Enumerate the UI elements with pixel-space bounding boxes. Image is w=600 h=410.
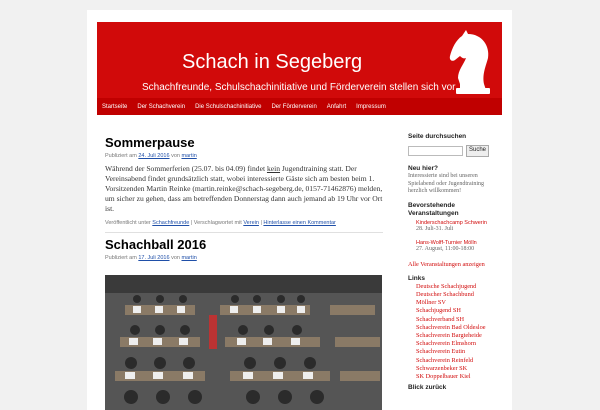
nav-item-impressum[interactable]: Impressum xyxy=(356,103,386,110)
post-meta xyxy=(105,255,383,261)
new-here-heading: Neu hier? xyxy=(408,165,438,172)
all-events-link[interactable]: Alle Veranstaltungen anzeigen xyxy=(408,260,485,268)
page xyxy=(87,10,512,410)
event-link[interactable]: Kinderschachcamp Schwerin xyxy=(416,219,487,226)
post-title[interactable]: Sommerpause xyxy=(105,135,195,150)
post-sommerpause xyxy=(105,135,383,233)
footer-prefix: Veröffentlicht unter xyxy=(105,220,151,226)
post-meta xyxy=(105,153,383,159)
schachball-photo[interactable] xyxy=(105,275,382,410)
event-link[interactable]: Hans-Wolff-Turnier Mölln xyxy=(416,240,477,246)
post-date-link[interactable]: 24. Juli 2016 xyxy=(138,153,170,159)
photo-illustration xyxy=(105,275,382,410)
meta-by: von xyxy=(171,153,180,159)
meta-by: von xyxy=(171,255,180,261)
comment-link[interactable]: Hinterlasse einen Kommentar xyxy=(263,220,336,226)
main-nav xyxy=(97,98,502,115)
search-input[interactable] xyxy=(408,146,463,156)
meta-prefix: Publiziert am xyxy=(105,255,137,261)
nav-item-schachverein[interactable]: Der Schachverein xyxy=(137,103,186,110)
body-emphasis: kein xyxy=(266,164,281,173)
post-schachball xyxy=(105,237,383,261)
footer-sep-1: | Verschlagwortet mit xyxy=(189,220,244,226)
footer-sep-2: | xyxy=(258,220,264,226)
link-item[interactable]: Schachverein Eutin xyxy=(416,348,466,356)
nav-item-schulschachinitiative[interactable]: Die Schulschachinitiative xyxy=(195,103,262,110)
tag-link[interactable]: Verein xyxy=(243,220,259,226)
body-text-1: Während der Sommerferien (25.07. bis 04.09) findet xyxy=(105,164,267,173)
link-item[interactable]: Schachjugend SH xyxy=(416,307,461,315)
post-body xyxy=(105,164,383,214)
links-heading: Links xyxy=(408,274,425,282)
links-list xyxy=(408,283,504,381)
link-item[interactable]: Deutscher Schachbund xyxy=(416,290,474,298)
body-text-2: Jugendtraining statt. Der Vereinsabend findet grundsätzlich statt, wobei interessierte Gäste sich am besten beim 1. Vorsitzenden Martin Reinke (martin.reinke@schach-segeberg.de, 0157-71462876) melden, um sicher zu gehen, dass am betreffenden Donnerstag dann auch jemand ab 19 Uhr vor Ort ist. xyxy=(105,164,383,213)
event-date: 27. August, 11:00-18:00 xyxy=(416,246,475,252)
event-item xyxy=(408,220,504,234)
post-author-link[interactable]: martin xyxy=(181,153,197,159)
search-heading: Seite durchsuchen xyxy=(408,133,467,140)
link-item[interactable]: Schachverein Reinfeld xyxy=(416,356,474,364)
site-description: Schachfreunde, Schulschachinitiative und Förderverein stellen sich vor xyxy=(142,82,456,93)
sidebar xyxy=(408,133,504,392)
link-item[interactable]: Schachverband SH xyxy=(416,315,465,323)
link-item[interactable]: Schachverein Elmshorn xyxy=(416,340,476,348)
chess-knight-logo xyxy=(446,28,494,98)
link-item[interactable]: SK Doppelbauer Kiel xyxy=(416,372,471,380)
nav-item-startseite[interactable]: Startseite xyxy=(102,103,128,110)
meta-prefix: Publiziert am xyxy=(105,153,137,159)
category-link[interactable]: Schachfreunde xyxy=(152,220,190,226)
link-item[interactable]: Schachverein Bargteheide xyxy=(416,331,482,339)
site-title[interactable]: Schach in Segeberg xyxy=(182,51,363,73)
post-date-link[interactable]: 17. Juli 2016 xyxy=(138,255,170,261)
link-item[interactable]: Möllner SV xyxy=(416,299,446,307)
back-heading: Blick zurück xyxy=(408,384,447,392)
nav-item-anfahrt[interactable]: Anfahrt xyxy=(326,103,347,110)
events-heading: Bevorstehende Veranstaltungen xyxy=(408,201,459,217)
search-form xyxy=(408,145,504,157)
post-divider xyxy=(105,232,383,233)
link-item[interactable]: Deutsche Schachjugend xyxy=(416,282,477,290)
post-title[interactable]: Schachball 2016 xyxy=(105,237,207,252)
nav-item-foerderverein[interactable]: Der Förderverein xyxy=(271,103,317,110)
link-item[interactable]: Schachverein Bad Oldesloe xyxy=(416,323,486,331)
link-item[interactable]: Schwarzenbeker SK xyxy=(416,364,468,372)
post-footer xyxy=(105,220,383,226)
event-item xyxy=(408,240,504,254)
new-here-text: Interessierte sind bei unseren Spielabend oder Jugendtraining herzlich willkommen! xyxy=(408,173,484,194)
search-button[interactable]: Suche xyxy=(466,145,489,157)
event-date: 28. Juli-31. Juli xyxy=(416,225,454,232)
post-author-link[interactable]: martin xyxy=(181,255,197,261)
